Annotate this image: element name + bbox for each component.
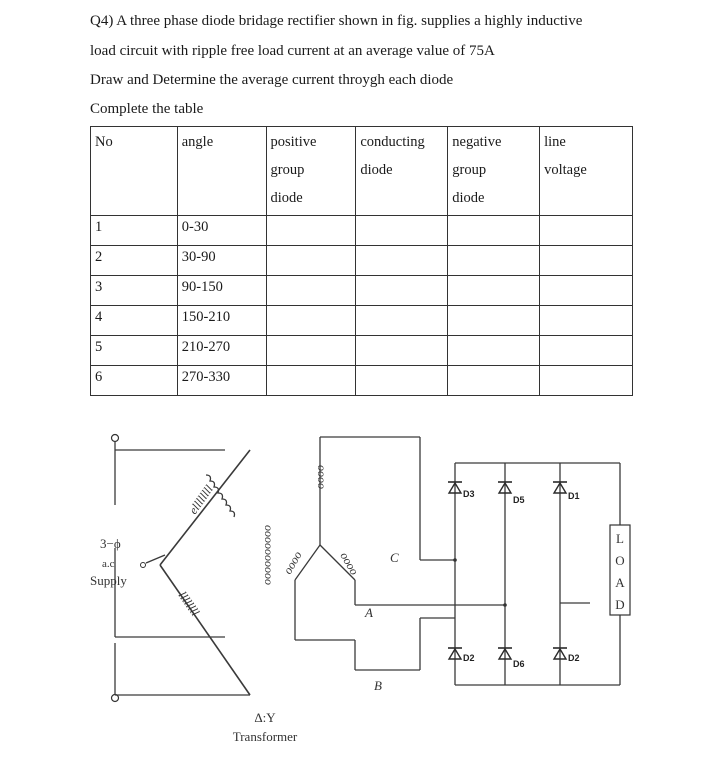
load-letter: L — [616, 531, 624, 546]
header-no: No — [91, 127, 178, 216]
positive-group-cell[interactable] — [266, 246, 356, 276]
line-voltage-cell[interactable] — [540, 246, 633, 276]
row-angle: 0-30 — [177, 216, 266, 246]
diode-d1-label: D1 — [568, 491, 580, 501]
line-voltage-cell[interactable] — [540, 336, 633, 366]
rectifier-circuit-diagram — [0, 405, 720, 759]
node-a-label: A — [365, 605, 373, 620]
positive-group-cell[interactable] — [266, 366, 356, 396]
conducting-diode-cell[interactable] — [356, 276, 448, 306]
diode-d6-label: D6 — [513, 659, 525, 669]
row-no: 2 — [91, 246, 178, 276]
header-angle: angle — [177, 127, 266, 216]
line-voltage-cell[interactable] — [540, 306, 633, 336]
table-row — [91, 306, 633, 336]
line-voltage-cell[interactable] — [540, 366, 633, 396]
header-line-voltage: line voltage — [540, 127, 633, 216]
supply-label: Supply — [90, 573, 127, 588]
negative-group-cell[interactable] — [448, 216, 540, 246]
conducting-diode-cell[interactable] — [356, 246, 448, 276]
positive-group-cell[interactable] — [266, 276, 356, 306]
table-header-row — [91, 127, 633, 216]
svg-text:oooo: oooo — [315, 465, 329, 489]
load-letter: A — [615, 575, 625, 590]
diode-d3-label: D3 — [463, 489, 475, 499]
node-c-label: C — [390, 550, 399, 565]
question-line-4: Complete the table — [90, 101, 204, 117]
transformer-label: Transformer — [232, 729, 298, 744]
delta-primary-winding — [160, 450, 250, 695]
svg-text:ellllllll: ellllllll — [185, 482, 216, 517]
diode-d5-label: D5 — [513, 495, 525, 505]
conducting-diode-cell[interactable] — [356, 366, 448, 396]
conducting-diode-cell[interactable] — [356, 336, 448, 366]
connection-label: Δ:Y — [254, 710, 276, 725]
row-no: 3 — [91, 276, 178, 306]
header-positive-group-diode: positive group diode — [266, 127, 356, 216]
line-voltage-cell[interactable] — [540, 276, 633, 306]
negative-group-cell[interactable] — [448, 306, 540, 336]
negative-group-cell[interactable] — [448, 246, 540, 276]
header-conducting-diode: conducting diode — [356, 127, 448, 216]
negative-group-cell[interactable] — [448, 366, 540, 396]
diode-d2-right-label: D2 — [568, 653, 580, 663]
secondary-winding: oooooooooo — [262, 525, 276, 585]
supply-terminals — [112, 435, 251, 702]
svg-text:oooo: oooo — [280, 548, 305, 577]
row-angle: 90-150 — [177, 276, 266, 306]
load-letter: D — [615, 597, 625, 612]
row-no: 5 — [91, 336, 178, 366]
bridge-rails — [355, 463, 620, 685]
conducting-diode-cell[interactable] — [356, 216, 448, 246]
question-line-2: load circuit with ripple free load current at an average value of 75A — [90, 43, 495, 59]
negative-group-cell[interactable] — [448, 276, 540, 306]
svg-text:oooo: oooo — [337, 549, 362, 578]
positive-group-cell[interactable] — [266, 216, 356, 246]
table-row — [91, 366, 633, 396]
header-negative-group-diode: negative group diode — [448, 127, 540, 216]
negative-group-cell[interactable] — [448, 336, 540, 366]
row-no: 1 — [91, 216, 178, 246]
table-row — [91, 336, 633, 366]
question-line-1: Q4) A three phase diode bridage rectifier shown in fig. supplies a highly inductive — [90, 13, 583, 29]
row-no: 4 — [91, 306, 178, 336]
row-angle: 270-330 — [177, 366, 266, 396]
line-voltage-cell[interactable] — [540, 216, 633, 246]
table-row — [91, 216, 633, 246]
load-letter: O — [615, 553, 625, 568]
row-angle: 150-210 — [177, 306, 266, 336]
table-row — [91, 276, 633, 306]
svg-text:llllllll: llllllll — [175, 588, 203, 619]
positive-group-cell[interactable] — [266, 306, 356, 336]
conducting-diode-cell[interactable] — [356, 306, 448, 336]
diode-d2-left-label: D2 — [463, 653, 475, 663]
row-no: 6 — [91, 366, 178, 396]
phase-label: 3−ϕ — [100, 536, 121, 551]
positive-group-cell[interactable] — [266, 336, 356, 366]
table-row — [91, 246, 633, 276]
row-angle: 210-270 — [177, 336, 266, 366]
conduction-table — [90, 126, 633, 396]
row-angle: 30-90 — [177, 246, 266, 276]
question-line-3: Draw and Determine the average current throygh each diode — [90, 72, 454, 88]
ac-label: a.c — [102, 558, 115, 570]
node-b-label: B — [374, 678, 382, 693]
